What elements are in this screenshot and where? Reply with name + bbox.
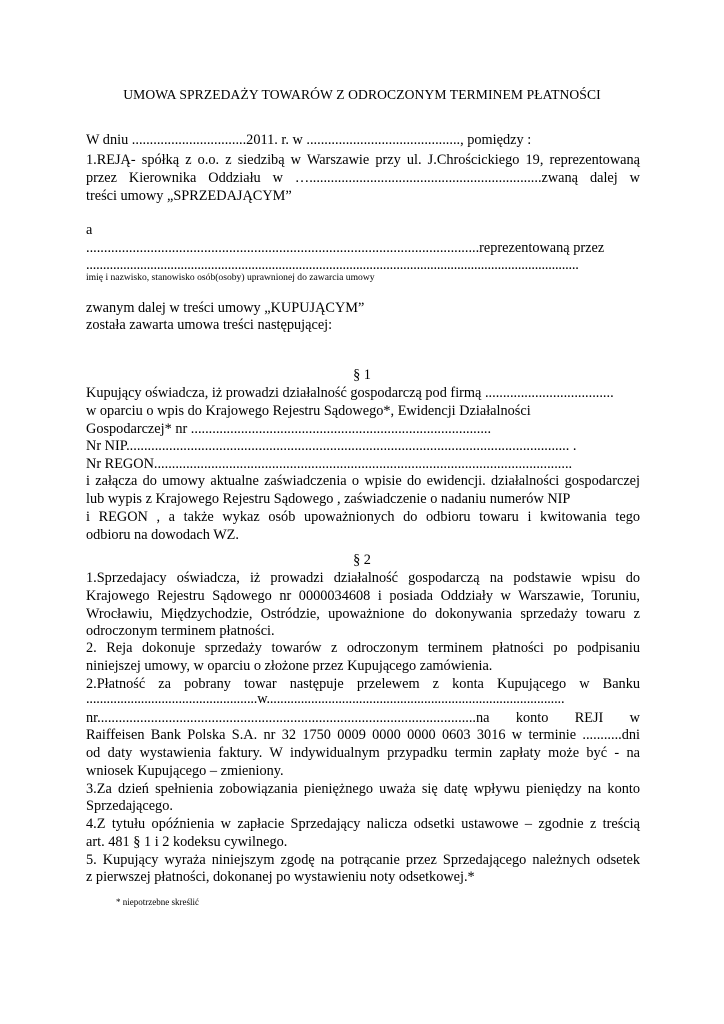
- section-2-line: odroczonym terminem płatności.: [86, 623, 275, 639]
- section-2-line: Sprzedającego.: [86, 798, 173, 814]
- section-1-line: i załącza do umowy aktualne zaświadczenia o wpisie do ewidencji. działalności gospodarczej: [86, 473, 640, 489]
- section-1-line: Gospodarczej* nr ....................................................................................: [86, 421, 492, 437]
- section-1-line: Nr REGON.....................................................................................................................: [86, 456, 573, 472]
- buyer-representative-line: ..................................................................................................................................................: [86, 257, 579, 273]
- section-1-line: lub wypis z Krajowego Rejestru Sądowego , zaświadczenie o nadaniu numerów NIP: [86, 491, 571, 507]
- section-2-line: 2. Reja dokonuje sprzedaży towarów z odroczonym terminem płatności po podpisaniu: [86, 640, 640, 656]
- buyer-name-line: ..............................................................................................................reprezentowaną przez: [86, 240, 605, 256]
- section-2-line: 3.Za dzień spełnienia zobowiązania pieniężnego uważa się datę wpływu pieniędzy na konto: [86, 781, 640, 797]
- section-2-line: 4.Z tytułu opóźnienia w zapłacie Sprzedający nalicza odsetki ustawowe – zgodnie z treścią: [86, 816, 640, 832]
- section-2-line: wniosek Kupującego – zmieniony.: [86, 763, 284, 779]
- section-2-line: 5. Kupujący wyraża niniejszym zgodę na potrącanie przez Sprzedającego należnych odsetek: [86, 852, 640, 868]
- buyer-label-line: zwanym dalej w treści umowy „KUPUJĄCYM”: [86, 300, 365, 316]
- intro-seller-label: treści umowy „SPRZEDAJĄCYM”: [86, 188, 292, 204]
- intro-representative-line: przez Kierownika Oddziału w ….................................................................zwaną dalej w: [86, 170, 640, 186]
- buyer-conjunction: a: [86, 222, 93, 238]
- section-2-line: ..................................................w.......................................................................................: [86, 691, 565, 707]
- document-title: UMOWA SPRZEDAŻY TOWARÓW Z ODROCZONYM TERMINEM PŁATNOŚCI: [123, 87, 601, 102]
- buyer-representative-note: imię i nazwisko, stanowisko osób(osoby) uprawnionej do zawarcia umowy: [86, 272, 375, 283]
- contract-concluded-line: została zawarta umowa treści następującej:: [86, 317, 333, 333]
- intro-date-line: W dniu ................................2011. r. w ..........................................., pomiędzy :: [86, 132, 532, 148]
- intro-seller-line: 1.REJĄ- spółką z o.o. z siedzibą w Warszawie przy ul. J.Chrościckiego 19, reprezentowaną: [86, 152, 640, 168]
- section-1-line: i REGON , a także wykaz osób upoważnionych do odbioru towaru i kwitowania tego: [86, 509, 640, 525]
- section-1-line: w oparciu o wpis do Krajowego Rejestru Sądowego*, Ewidencji Działalności: [86, 403, 531, 419]
- section-2-line: nr..........................................................................................................na konto REJI w: [86, 710, 640, 726]
- section-2-line: Krajowego Rejestru Sądowego nr 0000034608 i posiada Oddziały w Warszawie, Toruniu,: [86, 588, 640, 604]
- footnote: * niepotrzebne skreślić: [116, 897, 199, 907]
- section-2-line: z pierwszej płatności, dokonanej po wystawieniu noty odsetkowej.*: [86, 869, 475, 885]
- section-2-line: Raiffeisen Bank Polska S.A. nr 32 1750 0009 0000 0000 0603 3016 w terminie ...........dni: [86, 727, 640, 743]
- section-2-line: art. 481 § 1 i 2 kodeksu cywilnego.: [86, 834, 288, 850]
- section-2-line: Wrocławiu, Międzychodzie, Ostródzie, upoważnione do dokonywania sprzedaży towaru z: [86, 606, 640, 622]
- section-1-line: Kupujący oświadcza, iż prowadzi działalność gospodarczą pod firmą ....................................: [86, 385, 614, 401]
- section-1-heading: § 1: [353, 367, 371, 383]
- section-2-line: od daty wystawienia faktury. W indywidualnym przypadku termin zapłaty może być - na: [86, 745, 640, 761]
- section-2-line: 1.Sprzedajacy oświadcza, iż prowadzi działalność gospodarczą na podstawie wpisu do: [86, 570, 640, 586]
- section-1-line: Nr NIP............................................................................................................................ .: [86, 438, 577, 454]
- section-2-line: niniejszej umowy, w oparciu o złożone przez Kupującego zamówienia.: [86, 658, 493, 674]
- section-1-line: odbioru na dowodach WZ.: [86, 527, 239, 543]
- section-2-heading: § 2: [353, 552, 371, 568]
- section-2-line: 2.Płatność za pobrany towar następuje przelewem z konta Kupującego w Banku: [86, 676, 640, 692]
